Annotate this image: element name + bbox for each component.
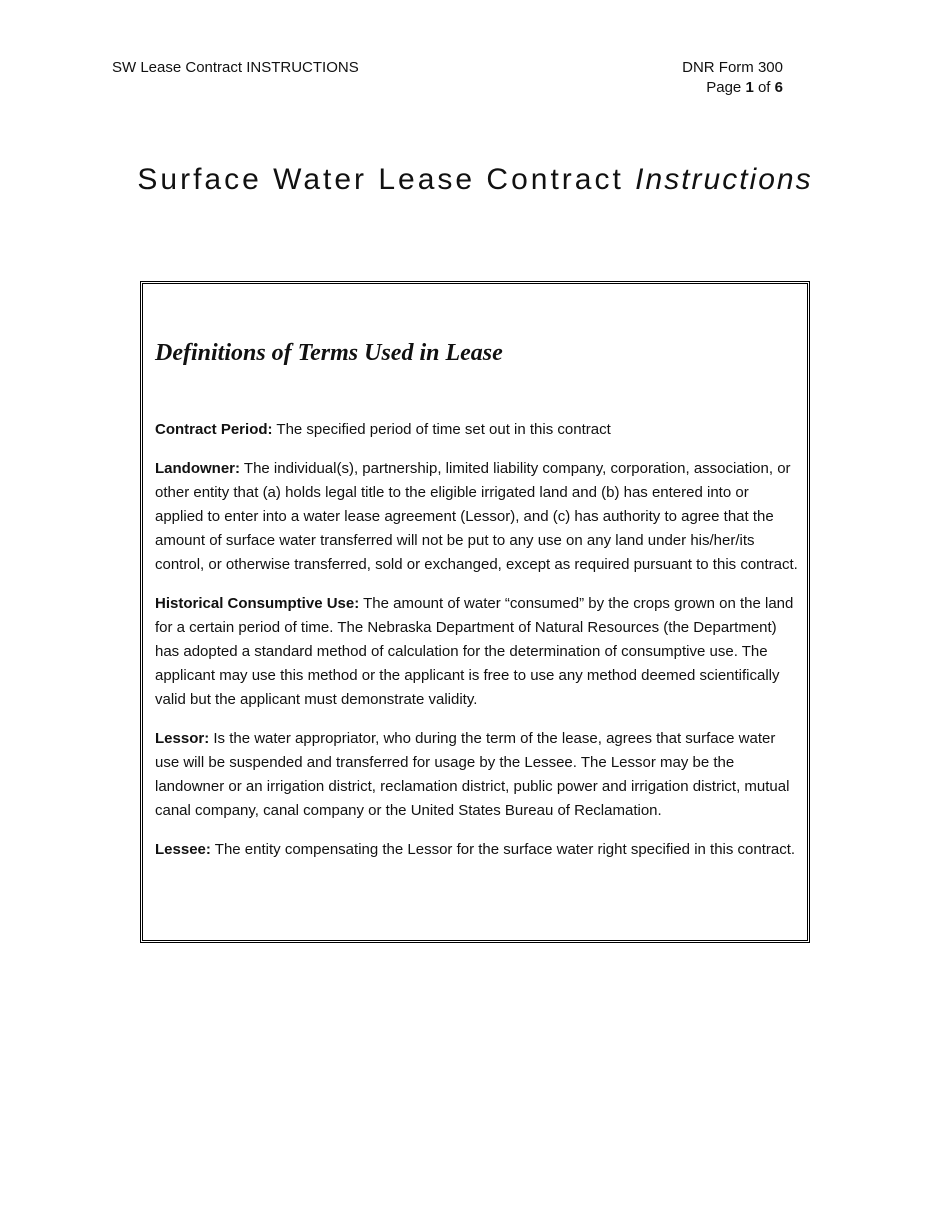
page-total: 6 <box>774 79 783 96</box>
definition-text: The entity compensating the Lessor for the surface water right specified in this contract. <box>214 841 796 858</box>
definition-term: Contract Period: <box>155 421 273 438</box>
page-prefix: Page <box>706 79 742 96</box>
title-main: Surface Water Lease Contract <box>137 163 624 196</box>
definition-landowner <box>155 457 800 577</box>
definition-text: The amount of water “consumed” by the crops grown on the land for a certain period of time. The Nebraska Department of Natural Resources (the Department) has adopted a standard method of calculation for the determination of consumptive use. The applicant may use this method or the applicant is free to use any method deemed scientifically valid but the applicant must demonstrate validity. <box>155 595 794 708</box>
running-header-title: SW Lease Contract INSTRUCTIONS <box>112 59 359 76</box>
definition-text: The individual(s), partnership, limited liability company, corporation, association, or other entity that (a) holds legal title to the eligible irrigated land and (b) has entered into or applied to enter into a water lease agreement (Lessor), and (c) has authority to agree that the amount of surface water transferred will not be put to any use on any land under his/her/its control, or otherwise transferred, sold or exchanged, except as required pursuant to this contract. <box>155 460 798 573</box>
definition-term: Historical Consumptive Use: <box>155 595 360 612</box>
definition-contract-period <box>155 418 800 442</box>
running-header-form-info <box>660 58 783 98</box>
definition-term: Landowner: <box>155 460 240 477</box>
definition-term: Lessor: <box>155 730 210 747</box>
page-number <box>660 78 783 98</box>
definition-text: The specified period of time set out in this contract <box>276 421 611 438</box>
form-number: DNR Form 300 <box>682 59 783 76</box>
title-italic: Instructions <box>635 163 813 196</box>
definitions-list <box>155 418 800 877</box>
definitions-box <box>140 281 810 943</box>
document-title <box>0 160 950 200</box>
definition-lessor <box>155 727 800 823</box>
definition-text: Is the water appropriator, who during the term of the lease, agrees that surface water use will be suspended and transferred for usage by the Lessee. The Lessor may be the landowner or an irrigation district, reclamation district, public power and irrigation district, mutual canal company, canal company or the United States Bureau of Reclamation. <box>155 730 790 819</box>
definition-term: Lessee: <box>155 841 211 858</box>
page-of: of <box>757 79 771 96</box>
definitions-heading: Definitions of Terms Used in Lease <box>155 340 503 366</box>
page-current: 1 <box>745 79 754 96</box>
definition-lessee <box>155 838 800 862</box>
definition-historical-consumptive-use <box>155 592 800 712</box>
